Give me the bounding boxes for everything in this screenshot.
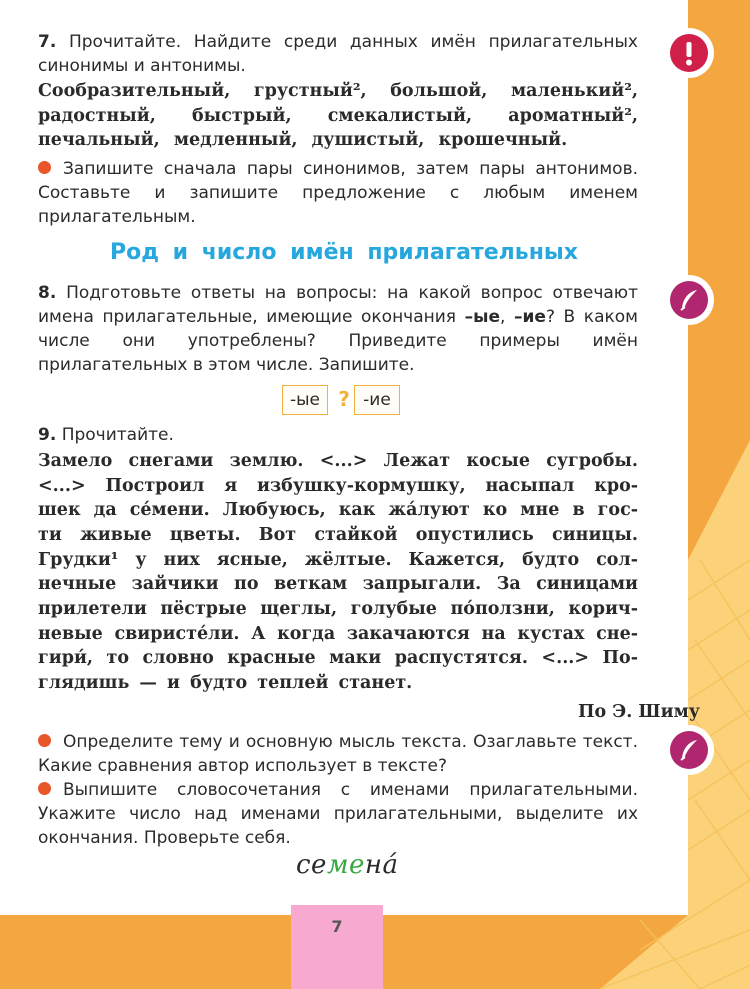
ending-ie: –ие — [514, 307, 546, 327]
text-line: ти живые цветы. Вот стайкой опустились синицы. — [38, 525, 638, 545]
question-mark: ? — [338, 387, 350, 411]
text-line: невые свиристе́ли. А когда закачаются на кустах сне- — [38, 624, 638, 644]
text-line: шек да се́мени. Любуюсь, как жа́луют ко мне в гос- — [38, 500, 638, 520]
quill-icon — [670, 281, 708, 319]
exercise-9-number: 9. — [38, 425, 57, 445]
exercise-8-number: 8. — [38, 283, 57, 303]
writing-badge — [664, 725, 714, 775]
exercise-7-text: Прочитайте. Найдите среди данных имён прилагательных синонимы и антонимы. — [38, 32, 638, 76]
exercise-7-word-line-2: радостный, быстрый, смекалистый, ароматный², — [38, 106, 638, 126]
bullet-marker — [38, 782, 51, 795]
exercise-9-text: Прочитайте. — [61, 425, 174, 445]
bullet-marker — [38, 734, 51, 747]
exercise-7-number: 7. — [38, 32, 57, 52]
text-line: гири́, то словно красные маки распустятся. <...> По- — [38, 648, 638, 668]
exercise-9-bullet-1-text: Определите тему и основную мысль текста. Озаглавьте текст. Какие сравнения автор использует в тексте? — [38, 732, 638, 776]
dictionary-word-part-highlight: ме — [326, 850, 365, 880]
exercise-8-text-b: ? В каком числе они употреблены? Приведите примеры имён прилагательных в этом числе. Запишите. — [38, 307, 638, 375]
text-line: нечные зайчики по веткам запрыгали. За синицами — [38, 574, 638, 594]
text-line: <...> Построил я избушку-кормушку, насыпал кро- — [38, 476, 638, 496]
ending-ye: –ые — [464, 307, 501, 327]
exercise-7-task — [38, 30, 638, 78]
exclamation-icon — [670, 34, 708, 72]
exercise-9-task — [38, 423, 638, 447]
section-heading: Род и число имён прилагательных — [109, 240, 578, 265]
text-line: прилетели пёстрые щеглы, голубые по́ползни, корич- — [38, 599, 638, 619]
text-line: Грудки¹ у них ясные, жёлтые. Кажется, будто сол- — [38, 550, 638, 570]
page-number-tab — [291, 905, 383, 989]
dictionary-word-part: на́ — [364, 850, 399, 880]
dictionary-word-part: се — [296, 850, 327, 880]
text-line: Замело снегами землю. <...> Лежат косые сугробы. — [38, 451, 638, 471]
exercise-7-bullet-text: Запишите сначала пары синонимов, затем пары антонимов. Составьте и запишите предложение с любым именем прилагательным. — [38, 159, 638, 227]
ending-box-ie: -ие — [354, 385, 400, 415]
writing-badge — [664, 275, 714, 325]
exercise-7-bullet — [38, 157, 638, 229]
text-line: глядишь — и будто теплей станет. — [38, 673, 413, 693]
exercise-8-text-a: Подготовьте ответы на вопросы: на какой вопрос отвечают имена прилагательные, имеющие окончания — [38, 283, 638, 327]
exercise-9-bullet-1 — [38, 730, 638, 778]
quill-icon — [670, 731, 708, 769]
ending-box-ye: -ые — [282, 385, 328, 415]
exercise-7-word-line-1: Сообразительный, грустный², большой, маленький², — [38, 81, 638, 101]
ending-separator: , — [500, 307, 514, 327]
bullet-marker — [38, 161, 51, 174]
attention-badge — [664, 28, 714, 78]
exercise-9-bullet-2 — [38, 778, 638, 850]
dictionary-word — [296, 850, 399, 880]
exercise-7-word-line-3: печальный, медленный, душистый, крошечный. — [38, 130, 568, 150]
exercise-8-task — [38, 281, 638, 377]
exercise-9-bullet-2-text: Выпишите словосочетания с именами прилагательными. Укажите число над именами прилагательными, выделите их окончания. Проверьте себя. — [38, 780, 638, 848]
page-number: 7 — [331, 917, 343, 936]
text-author: По Э. Шиму — [578, 702, 700, 722]
